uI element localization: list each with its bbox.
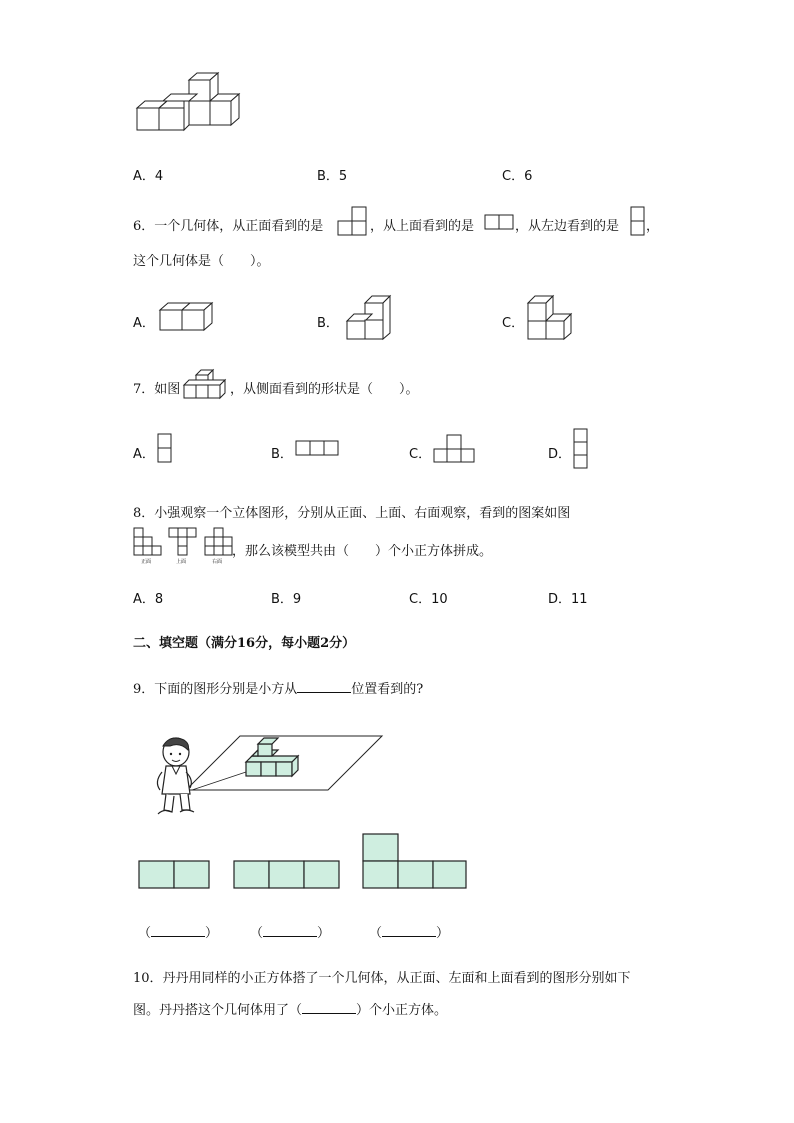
q9-view-2 (233, 860, 341, 892)
q5-cube-figure (130, 70, 250, 136)
q7-option-b-figure[interactable] (295, 440, 341, 458)
q8-option-a[interactable]: A．8 (133, 592, 164, 607)
q9-scene-illustration (150, 732, 390, 824)
q7-option-a-figure[interactable] (157, 433, 173, 465)
q8-right-view-figure (204, 527, 234, 557)
q10-text-line1: 10．丹丹用同样的小正方体搭了一个几何体，从正面、左面和上面看到的图形分别如下 (133, 971, 631, 986)
q8-top-view-figure (168, 527, 198, 557)
q6-left-view-figure (630, 205, 646, 237)
q9-view-3 (362, 833, 470, 893)
q6-text-3: ，从左边看到的是 (515, 219, 620, 234)
q6-text-4: ， (646, 219, 660, 234)
q8-text-line2: ，那么该模型共由（ ）个小正方体拼成。 (232, 544, 493, 559)
q8-top-view-label: 上面 (176, 559, 187, 565)
q6-text-2: ，从上面看到的是 (370, 219, 475, 234)
section-2-title: 二、填空题（满分16分，每小题2分） (133, 636, 356, 651)
q7-option-c-label[interactable]: C． (409, 447, 432, 462)
q6-front-view-figure (337, 205, 369, 237)
q9-answer-2-blank[interactable] (263, 936, 317, 937)
q5-option-a[interactable]: A．4 (133, 169, 164, 184)
q5-option-c[interactable]: C．6 (502, 169, 533, 184)
q10-answer-blank[interactable] (302, 1013, 356, 1014)
q9-answer-3-paren-right: ） (436, 926, 450, 941)
q10-text-suffix: ）个小正方体。 (356, 1003, 448, 1018)
q9-answer-3-blank[interactable] (382, 936, 436, 937)
q7-text-prefix: 7．如图 (133, 382, 181, 397)
q6-top-view-figure (484, 214, 516, 232)
q9-text-suffix: 位置看到的? (351, 682, 424, 697)
q9-answer-2-paren-left: （ (250, 926, 264, 941)
q7-option-b-label[interactable]: B． (271, 447, 293, 462)
q9-answer-1[interactable] (138, 922, 218, 941)
q8-option-d[interactable]: D．11 (548, 592, 588, 607)
q6-option-a-label[interactable]: A． (133, 316, 155, 331)
q8-front-view-figure (133, 527, 163, 557)
q9-answer-1-paren-right: ） (205, 926, 219, 941)
q9-answer-blank[interactable] (297, 692, 351, 693)
q9-answer-2[interactable] (250, 922, 330, 941)
q10-text-prefix: 图。丹丹搭这个几何体用了（ (133, 1003, 303, 1018)
q8-option-b[interactable]: B．9 (271, 592, 302, 607)
q9-text (133, 678, 423, 697)
q8-front-view-label: 正面 (141, 559, 152, 565)
q9-answer-1-paren-left: （ (138, 926, 152, 941)
q7-option-a-label[interactable]: A． (133, 447, 155, 462)
q9-answer-1-blank[interactable] (151, 936, 205, 937)
q9-answer-3[interactable] (369, 922, 449, 941)
q8-option-c[interactable]: C．10 (409, 592, 448, 607)
q9-answer-2-paren-right: ） (317, 926, 331, 941)
q6-option-a-figure[interactable] (158, 300, 214, 332)
q9-text-prefix: 9．下面的图形分别是小方从 (133, 682, 298, 697)
q6-text-1: 6．一个几何体，从正面看到的是 (133, 219, 324, 234)
q5-option-b[interactable]: B．5 (317, 169, 348, 184)
q7-text-suffix: ，从侧面看到的形状是（ ）。 (230, 382, 419, 397)
q10-text-line2 (133, 999, 447, 1018)
q7-option-d-label[interactable]: D． (548, 447, 572, 462)
q6-option-b-figure[interactable] (343, 293, 393, 341)
q8-text-line1: 8．小强观察一个立体图形，分别从正面、上面、右面观察，看到的图案如图 (133, 506, 571, 521)
q9-answer-3-paren-left: （ (369, 926, 383, 941)
q6-text-line2: 这个几何体是（ ）。 (133, 254, 270, 269)
q9-view-1 (138, 860, 212, 892)
q7-option-c-figure[interactable] (433, 434, 477, 464)
q6-option-c-label[interactable]: C． (502, 316, 525, 331)
q7-cube-figure (182, 367, 230, 401)
q6-option-b-label[interactable]: B． (317, 316, 339, 331)
q8-right-view-label: 右面 (212, 559, 223, 565)
q6-option-c-figure[interactable] (526, 293, 576, 341)
q7-option-d-figure[interactable] (573, 428, 589, 470)
